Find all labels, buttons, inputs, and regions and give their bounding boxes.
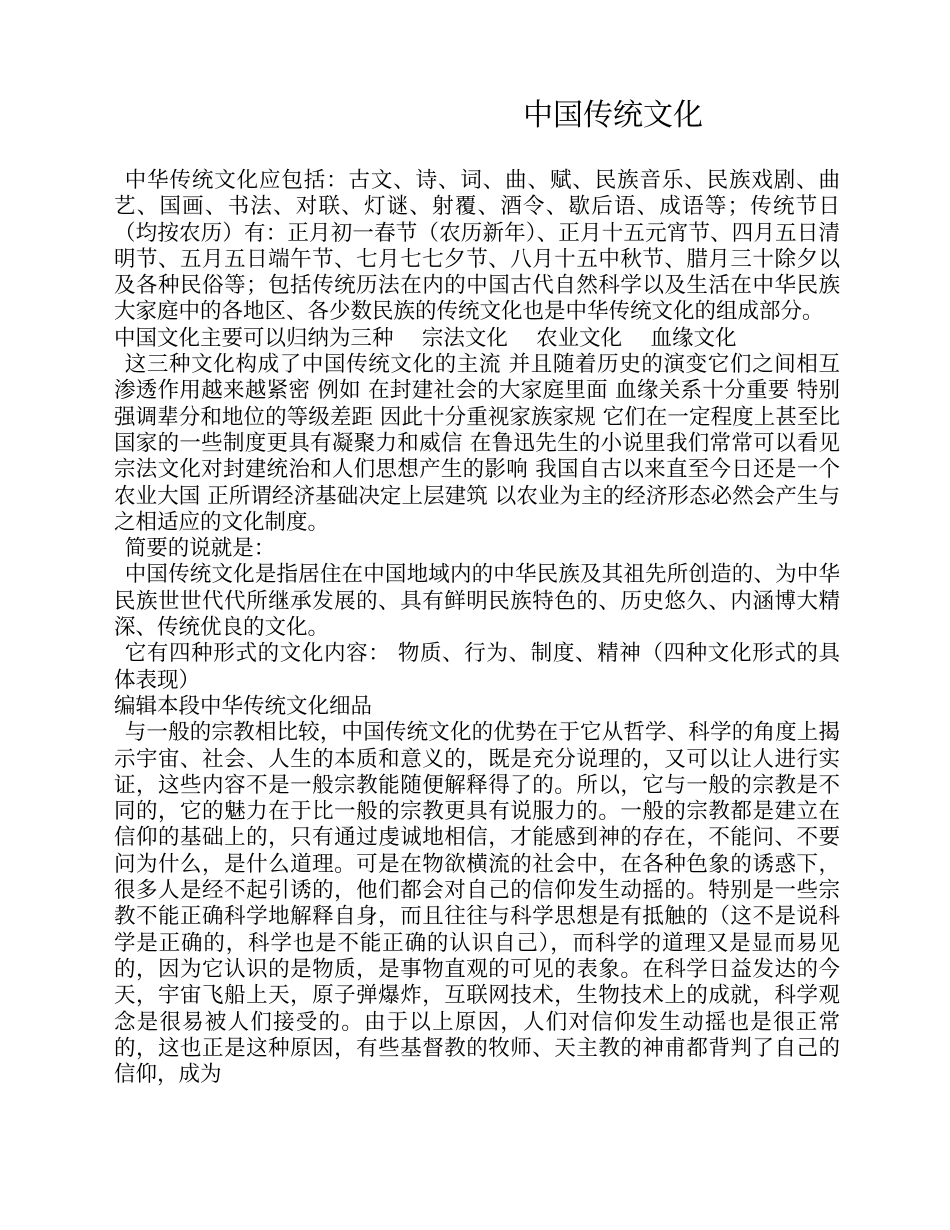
paragraph: 中国传统文化是指居住在中国地域内的中华民族及其祖先所创造的、为中华民族世世代代所继承发展的、具有鲜明民族特色的、历史悠久、内涵博大精深、传统优良的文化。 (114, 562, 840, 641)
paragraph: 编辑本段中华传统文化细品 (114, 693, 373, 719)
paragraph: 简要的说就是： (124, 536, 276, 562)
document-body (114, 168, 840, 1088)
document-title: 中国传统文化 (523, 98, 703, 133)
paragraph: 与一般的宗教相比较，中国传统文化的优势在于它从哲学、科学的角度上揭示宇宙、社会、人生的本质和意义的，既是充分说理的，又可以让人进行实证，这些内容不是一般宗教能随便解释得了的。所以，它与一般的宗教是不同的，它的魅力在于比一般的宗教更具有说服力的。一般的宗教都是建立在信仰的基础上的，只有通过虔诚地相信，才能感到神的存在，不能问、不要问为什么，是什么道理。可是在物欲横流的社会中，在各种色象的诱惑下，很多人是经不起引诱的，他们都会对自己的信仰发生动摇的。特别是一些宗教不能正确科学地解释自身，而且往往与科学思想是有抵触的（这不是说科学是正确的，科学也是不能正确的认识自己），而科学的道理又是显而易见的，因为它认识的是物质，是事物直观的可见的表象。在科学日益发达的今天，宇宙飞船上天，原子弹爆炸，互联网技术，生物技术上的成就，科学观念是很易被人们接受的。由于以上原因，人们对信仰发生动摇也是很正常的，这也正是这种原因，有些基督教的牧师、天主教的神甫都背判了自己的信仰，成为 (114, 720, 840, 1088)
paragraph: 中国文化主要可以归纳为三种 宗法文化 农业文化 血缘文化 (114, 325, 737, 351)
paragraph: 这三种文化构成了中国传统文化的主流 并且随着历史的演变它们之间相互渗透作用越来越紧密 例如 在封建社会的大家庭里面 血缘关系十分重要 特别强调辈分和地位的等级差距 因此十分重视家族家规 它们在一定程度上甚至比国家的一些制度更具有凝聚力和威信 在鲁迅先生的小说里我们常常可以看见宗法文化对封建统治和人们思想产生的影响 我国自古以来直至今日还是一个农业大国 正所谓经济基础决定上层建筑 以农业为主的经济形态必然会产生与之相适应的文化制度。 (114, 352, 840, 535)
paragraph: 中华传统文化应包括：古文、诗、词、曲、赋、民族音乐、民族戏剧、曲艺、国画、书法、对联、灯谜、射覆、酒令、歇后语、成语等；传统节日（均按农历）有：正月初一春节（农历新年）、正月十五元宵节、四月五日清明节、五月五日端午节、七月七七夕节、八月十五中秋节、腊月三十除夕以及各种民俗等；包括传统历法在内的中国古代自然科学以及生活在中华民族大家庭中的各地区、各少数民族的传统文化也是中华传统文化的组成部分。 (114, 168, 840, 325)
paragraph: 它有四种形式的文化内容： 物质、行为、制度、精神（四种文化形式的具体表现） (114, 641, 840, 693)
